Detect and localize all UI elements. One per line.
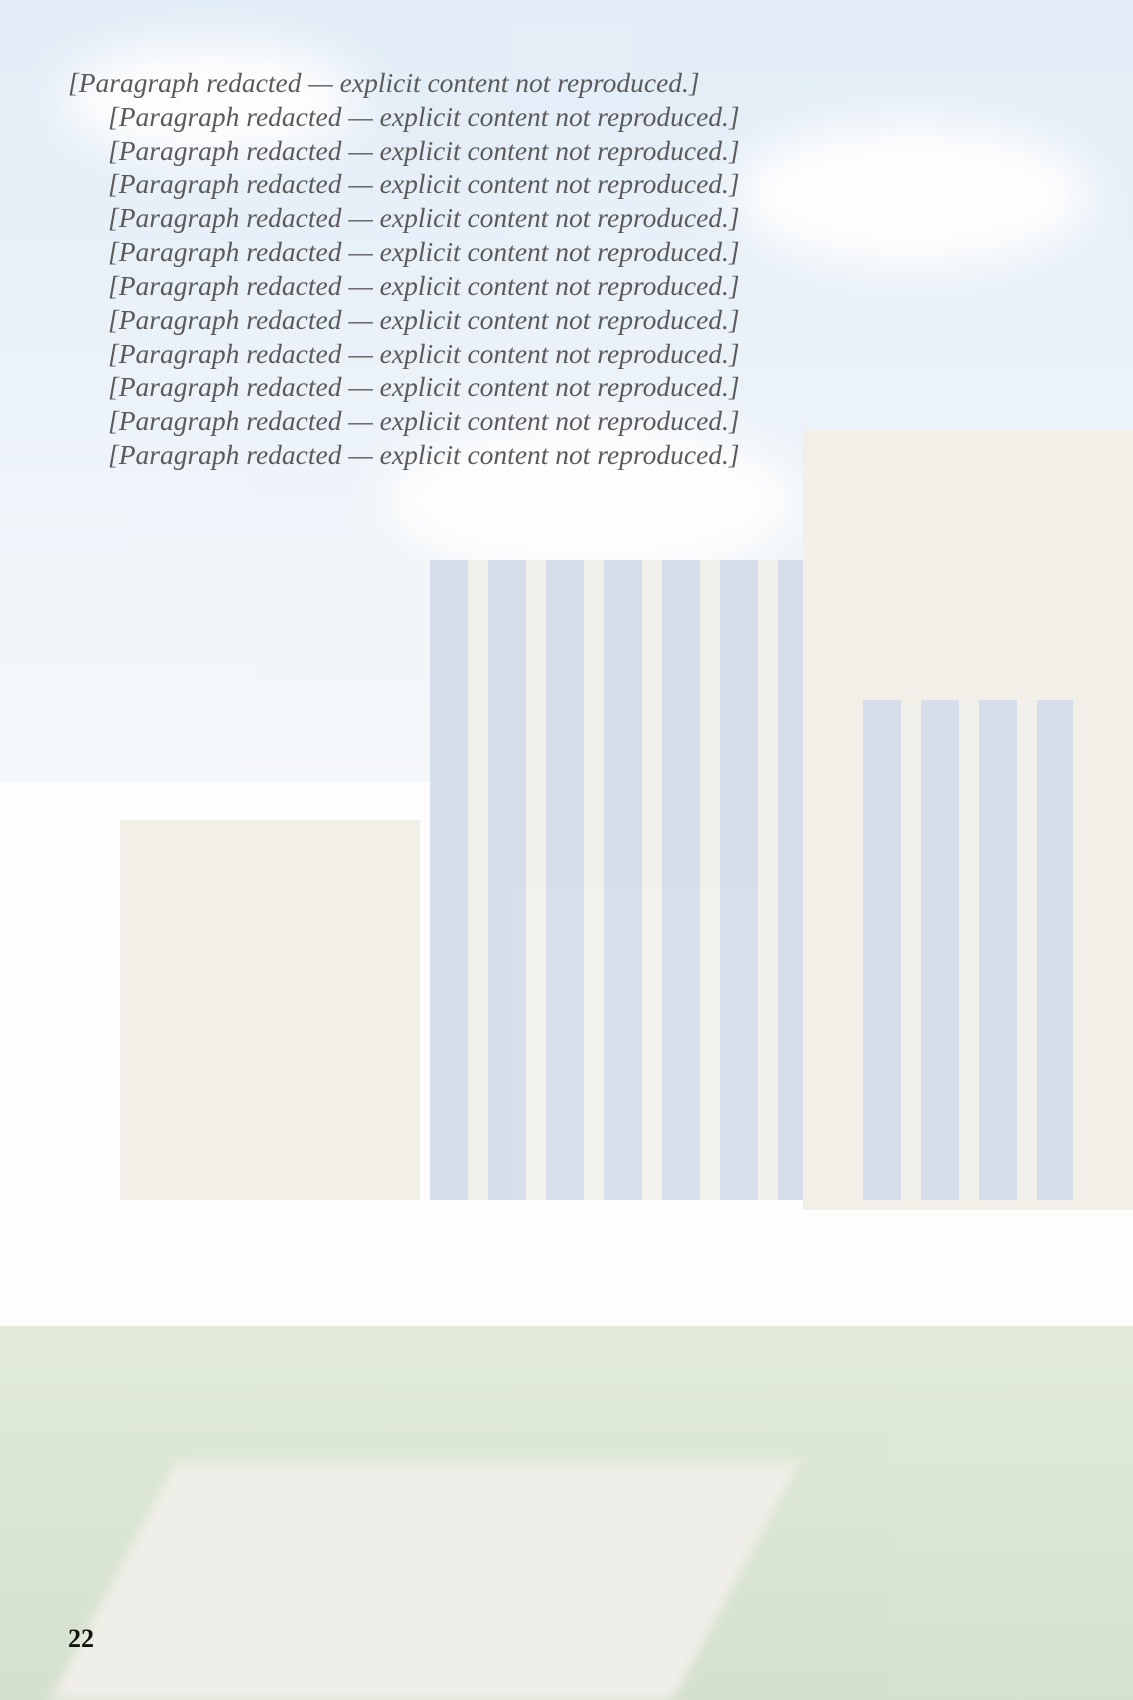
paragraph-3: [Paragraph redacted — explicit content not reproduced.] xyxy=(108,134,740,166)
paragraph-6: [Paragraph redacted — explicit content not reproduced.] xyxy=(108,236,740,268)
paragraph-11: [Paragraph redacted — explicit content not reproduced.] xyxy=(108,405,740,437)
background-lawn xyxy=(0,1326,1133,1700)
page-text-column xyxy=(68,66,1068,472)
paragraph-8: [Paragraph redacted — explicit content not reproduced.] xyxy=(108,303,740,335)
background-building xyxy=(120,820,420,1200)
background-path xyxy=(50,1462,800,1700)
paragraph-9: [Paragraph redacted — explicit content not reproduced.] xyxy=(108,337,740,369)
paragraph-1: [Paragraph redacted — explicit content not reproduced.] xyxy=(68,67,700,98)
paragraph-2: [Paragraph redacted — explicit content not reproduced.] xyxy=(108,100,740,132)
background-building xyxy=(430,560,810,1200)
paragraph-7: [Paragraph redacted — explicit content not reproduced.] xyxy=(108,269,740,301)
paragraph-12: [Paragraph redacted — explicit content not reproduced.] xyxy=(108,438,740,470)
background-building xyxy=(803,430,1133,1210)
paragraph-4: [Paragraph redacted — explicit content not reproduced.] xyxy=(108,168,740,200)
paragraph-10: [Paragraph redacted — explicit content not reproduced.] xyxy=(108,371,740,403)
paragraph-5: [Paragraph redacted — explicit content not reproduced.] xyxy=(108,202,740,234)
page-number: 22 xyxy=(68,1624,94,1653)
background-building xyxy=(863,700,1073,1200)
